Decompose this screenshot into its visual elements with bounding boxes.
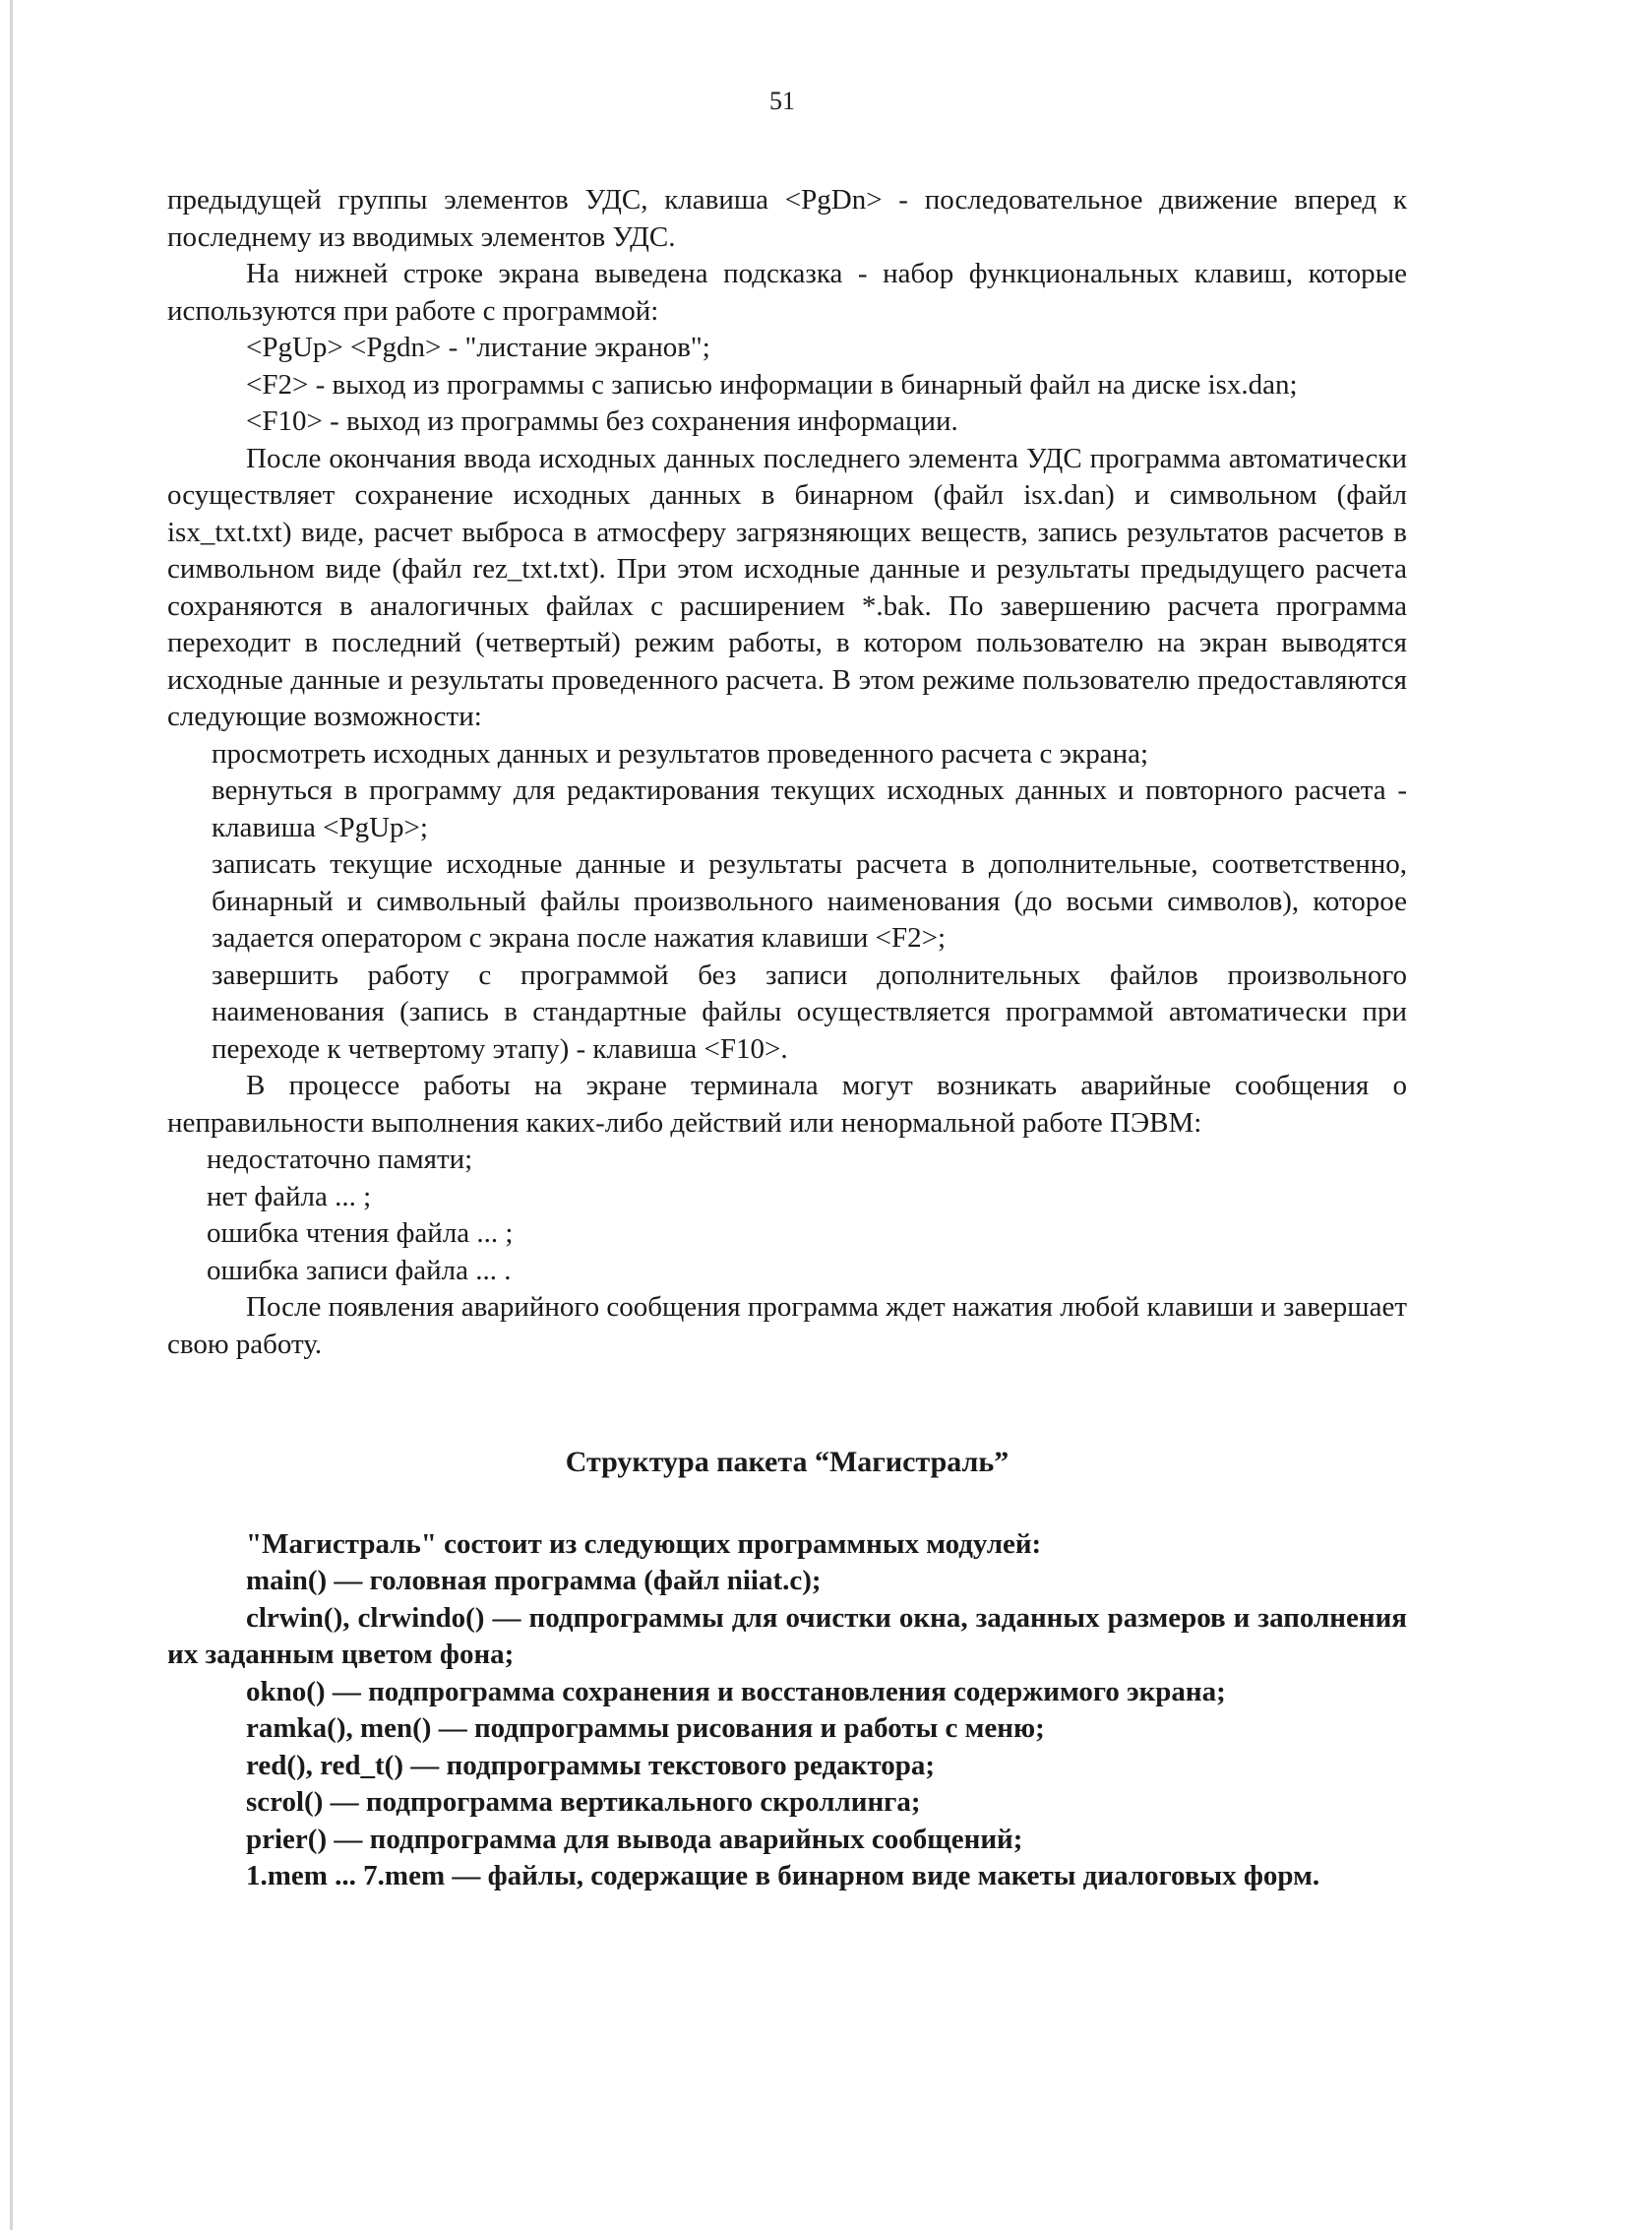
error-item-memory: недостаточно памяти; [207,1144,473,1175]
module-item-ramka: ramka(), men() — подпрограммы рисования и работы с меню; [246,1712,1045,1744]
module-item-red: red(), red_t() — подпрограммы текстового редактора; [246,1749,935,1781]
key-item-f2: <F2> - выход из программы с записью информации в бинарный файл на диске isx.dan; [246,368,1298,401]
module-item-prier: prier() — подпрограмма для вывода аварийных сообщений; [246,1823,1023,1855]
modules-list [167,1526,1407,1895]
error-item-no-file: нет файла ... ; [207,1180,372,1212]
option-item-view: просмотреть исходных данных и результатов проведенного расчета с экрана; [212,737,1149,770]
option-item-return: вернуться в программу для редактирования текущих исходных данных и повторного расчета - клавиша <PgUp>; [212,774,1407,843]
paragraph-hint: На нижней строке экрана выведена подсказка - набор функциональных клавиш, которые используются при работе с программой: [167,258,1407,327]
module-item-okno: okno() — подпрограмма сохранения и восстановления содержимого экрана; [246,1675,1226,1707]
page-number: 51 [769,87,795,115]
key-item-f10: <F10> - выход из программы без сохранения информации. [246,405,958,437]
modules-intro: "Магистраль" состоит из следующих программных модулей: [246,1527,1042,1560]
module-item-clrwin: clrwin(), clrwindo() — подпрограммы для очистки окна, заданных размеров и заполнения их заданным цветом фона; [167,1601,1407,1670]
module-item-scrol: scrol() — подпрограмма вертикального скроллинга; [246,1786,921,1818]
paragraph-continued: предыдущей группы элементов УДС, клавиша <PgDn> - последовательное движение вперед к последнему из вводимых элементов УДС. [167,184,1407,253]
section-heading: Структура пакета “Магистраль” [565,1446,1010,1478]
module-item-main: main() — головная программа (файл niiat.c); [246,1565,822,1596]
paragraph-errors-after: После появления аварийного сообщения программа ждет нажатия любой клавиши и завершает свою работу. [167,1291,1407,1360]
option-item-exit: завершить работу с программой без записи дополнительных файлов произвольного наименования (запись в стандартные файлы осуществляется программой автоматически при переходе к четвертому этапу) - клавиша <F10>. [212,959,1407,1065]
error-item-write: ошибка записи файла ... . [207,1254,512,1286]
option-item-save: записать текущие исходные данные и результаты расчета в дополнительные, соответственно, бинарный и символьный файлы произвольного наименования (до восьми символов), которое задается оператором с экрана после нажатия клавиши <F2>; [212,848,1407,954]
scan-edge-line [10,0,13,2230]
key-item-pgup-pgdn: <PgUp> <Pgdn> - "листание экранов"; [246,332,710,363]
paragraph-errors-intro: В процессе работы на экране терминала могут возникать аварийные сообщения о неправильности выполнения каких-либо действий или ненормальной работе ПЭВМ: [167,1070,1407,1139]
error-item-read: ошибка чтения файла ... ; [207,1217,514,1249]
module-item-mem: 1.mem ... 7.mem — файлы, содержащие в бинарном виде макеты диалоговых форм. [246,1860,1320,1891]
paragraph-after-input: После окончания ввода исходных данных последнего элемента УДС программа автоматически осуществляет сохранение исходных данных в бинарном (файл isx.dan) и символьном (файл isx_txt.txt) виде, расчет выброса в атмосферу загрязняющих веществ, запись результатов расчетов в символьном виде (файл rez_txt.txt). При этом исходные данные и результаты предыдущего расчета сохраняются в аналогичных файлах с расширением *.bak. По завершению расчета программа переходит в последний (четвертый) режим работы, в котором пользователю на экран выводятся исходные данные и результаты проведенного расчета. В этом режиме пользователю предоставляются следующие возможности: [167,442,1407,732]
page-content [167,182,1407,1895]
